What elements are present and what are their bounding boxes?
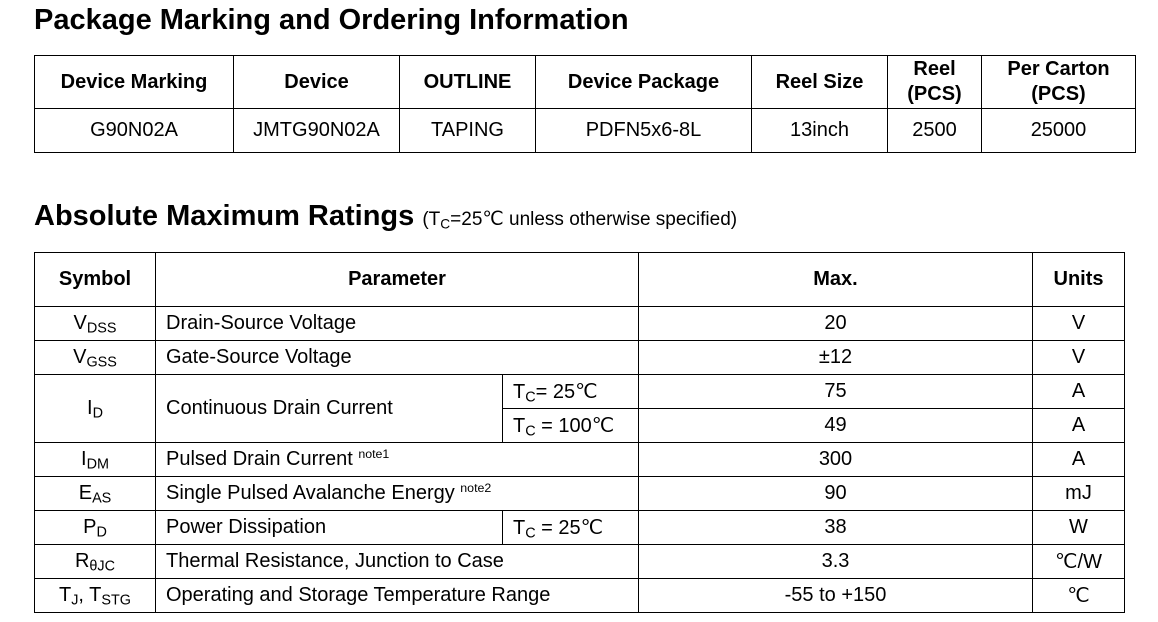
header-per-carton-line1: Per Carton bbox=[1007, 58, 1110, 80]
cell-device-marking: G90N02A bbox=[35, 109, 234, 153]
parameter-text: Single Pulsed Avalanche Energy bbox=[166, 482, 461, 504]
unit-cell: W bbox=[1033, 511, 1125, 545]
ordering-header-row bbox=[35, 56, 1136, 109]
symbol-cell bbox=[35, 375, 156, 443]
ratings-table bbox=[34, 252, 1125, 613]
symbol-cell bbox=[35, 443, 156, 477]
max-cell: -55 to +150 bbox=[639, 579, 1033, 613]
ratings-condition-sub: C bbox=[440, 216, 451, 232]
symbol-sub-2: STG bbox=[101, 592, 131, 609]
unit-cell: mJ bbox=[1033, 477, 1125, 511]
symbol-cell bbox=[35, 579, 156, 613]
header-reel-size: Reel Size bbox=[752, 56, 888, 109]
parameter-cell bbox=[156, 477, 639, 511]
parameter-cell: Operating and Storage Temperature Range bbox=[156, 579, 639, 613]
symbol-cell bbox=[35, 477, 156, 511]
cell-per-carton: 25000 bbox=[982, 109, 1136, 153]
unit-cell: A bbox=[1033, 409, 1125, 443]
parameter-text: Pulsed Drain Current bbox=[166, 448, 359, 470]
ratings-condition bbox=[422, 209, 737, 230]
max-cell: 20 bbox=[639, 307, 1033, 341]
unit-cell: V bbox=[1033, 307, 1125, 341]
ordering-table bbox=[34, 55, 1136, 153]
symbol-sub: AS bbox=[92, 490, 112, 507]
ratings-condition-open: (T bbox=[422, 209, 441, 230]
table-row bbox=[35, 511, 1125, 545]
parameter-cell: Drain-Source Voltage bbox=[156, 307, 639, 341]
header-reel-pcs-line2: (PCS) bbox=[907, 83, 962, 105]
table-row bbox=[35, 375, 1125, 409]
symbol-main: T bbox=[59, 584, 72, 606]
symbol-sub: GSS bbox=[86, 354, 117, 371]
condition-rest: = 100℃ bbox=[535, 415, 615, 437]
note-reference: note1 bbox=[358, 447, 390, 462]
table-row bbox=[35, 443, 1125, 477]
parameter-cell: Thermal Resistance, Junction to Case bbox=[156, 545, 639, 579]
symbol-sub: DM bbox=[86, 456, 109, 473]
header-per-carton-line2: (PCS) bbox=[1031, 83, 1086, 105]
header-units: Units bbox=[1033, 253, 1125, 307]
ratings-title-text: Absolute Maximum Ratings bbox=[34, 200, 415, 232]
condition-sub: C bbox=[525, 423, 536, 440]
table-row bbox=[35, 341, 1125, 375]
header-device-package: Device Package bbox=[536, 56, 752, 109]
cell-reel-pcs: 2500 bbox=[888, 109, 982, 153]
header-reel-pcs-line1: Reel bbox=[913, 58, 956, 80]
ordering-section-title: Package Marking and Ordering Information bbox=[34, 4, 629, 36]
max-cell: 49 bbox=[639, 409, 1033, 443]
symbol-sub: D bbox=[92, 405, 103, 422]
header-device: Device bbox=[234, 56, 400, 109]
condition-main: T bbox=[513, 381, 526, 403]
cell-outline: TAPING bbox=[400, 109, 536, 153]
parameter-cell: Gate-Source Voltage bbox=[156, 341, 639, 375]
condition-sub: C bbox=[525, 525, 536, 542]
symbol-sub: J bbox=[71, 592, 79, 609]
symbol-cell bbox=[35, 307, 156, 341]
max-cell: 3.3 bbox=[639, 545, 1033, 579]
ordering-data-row bbox=[35, 109, 1136, 153]
header-symbol: Symbol bbox=[35, 253, 156, 307]
parameter-cell: Continuous Drain Current bbox=[156, 375, 503, 443]
table-row bbox=[35, 307, 1125, 341]
header-outline: OUTLINE bbox=[400, 56, 536, 109]
cell-device-package: PDFN5x6-8L bbox=[536, 109, 752, 153]
table-row bbox=[35, 477, 1125, 511]
header-parameter: Parameter bbox=[156, 253, 639, 307]
unit-cell: ℃ bbox=[1033, 579, 1125, 613]
note-reference: note2 bbox=[460, 481, 492, 496]
symbol-main-2: , T bbox=[78, 584, 102, 606]
condition-rest: = 25℃ bbox=[535, 381, 598, 403]
parameter-cell bbox=[156, 443, 639, 477]
condition-cell bbox=[503, 511, 639, 545]
symbol-main: E bbox=[78, 482, 93, 504]
symbol-cell bbox=[35, 511, 156, 545]
parameter-cell: Power Dissipation bbox=[156, 511, 503, 545]
symbol-cell bbox=[35, 341, 156, 375]
symbol-main: I bbox=[87, 397, 93, 419]
table-row bbox=[35, 579, 1125, 613]
max-cell: 90 bbox=[639, 477, 1033, 511]
symbol-main: V bbox=[73, 346, 87, 368]
max-cell: 38 bbox=[639, 511, 1033, 545]
header-reel-pcs bbox=[888, 56, 982, 109]
condition-main: T bbox=[513, 517, 526, 539]
max-cell: 300 bbox=[639, 443, 1033, 477]
symbol-main: P bbox=[83, 516, 97, 538]
max-cell: ±12 bbox=[639, 341, 1033, 375]
header-per-carton bbox=[982, 56, 1136, 109]
max-cell: 75 bbox=[639, 375, 1033, 409]
symbol-main: I bbox=[81, 448, 87, 470]
condition-sub: C bbox=[525, 389, 536, 406]
symbol-main: V bbox=[73, 312, 87, 334]
unit-cell: V bbox=[1033, 341, 1125, 375]
ratings-condition-rest: =25℃ unless otherwise specified) bbox=[450, 209, 738, 230]
table-row bbox=[35, 545, 1125, 579]
condition-cell bbox=[503, 409, 639, 443]
symbol-main: R bbox=[74, 550, 90, 572]
symbol-sub: D bbox=[96, 524, 107, 541]
header-max: Max. bbox=[639, 253, 1033, 307]
cell-reel-size: 13inch bbox=[752, 109, 888, 153]
unit-cell: A bbox=[1033, 375, 1125, 409]
condition-cell bbox=[503, 375, 639, 409]
ratings-section-title bbox=[34, 200, 737, 233]
symbol-cell bbox=[35, 545, 156, 579]
unit-cell: A bbox=[1033, 443, 1125, 477]
header-device-marking: Device Marking bbox=[35, 56, 234, 109]
unit-cell: ℃/W bbox=[1033, 545, 1125, 579]
condition-rest: = 25℃ bbox=[535, 517, 604, 539]
symbol-sub: θJC bbox=[89, 558, 116, 575]
condition-main: T bbox=[513, 415, 526, 437]
symbol-sub: DSS bbox=[86, 320, 117, 337]
ratings-header-row bbox=[35, 253, 1125, 307]
cell-device: JMTG90N02A bbox=[234, 109, 400, 153]
